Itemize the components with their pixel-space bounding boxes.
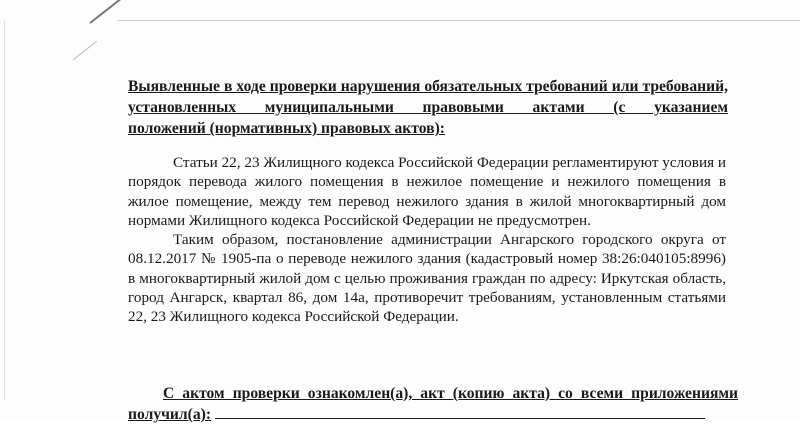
- heading-main: Выявленные в ходе проверки нарушения обязательных требований или требований, установленных муниципальными правовыми актами (с указанием: [128, 78, 728, 116]
- heading-last-line: положений (нормативных) правовых актов):: [128, 120, 445, 137]
- scan-edge-top: [118, 20, 800, 21]
- received-by-line: [128, 404, 738, 425]
- scan-edge-left: [4, 20, 5, 400]
- signature-blank: [215, 404, 705, 419]
- paragraph-2: Таким образом, постановление администрации Ангарского городского округа от 08.12.2017 № 1905-па о переводе нежилого здания (кадастровый номер 38:26:040105:8996) в многоквартирный жилой дом с целью проживания граждан по адресу: Иркутская область, город Ангарск, квартал 86, дом 14а, противоречит требованиям, установленным статьями 22, 23 Жилищного кодекса Российской Федерации.: [128, 231, 726, 326]
- scan-artifact: [73, 41, 97, 60]
- received-by-label: получил(а):: [128, 406, 212, 423]
- acknowledgement-line: С актом проверки ознакомлен(а), акт (копию акта) со всеми приложениями: [163, 385, 738, 402]
- acknowledgement-block: [128, 383, 738, 425]
- section-heading: [128, 76, 728, 139]
- body-text: [128, 153, 726, 327]
- paragraph-1: Статьи 22, 23 Жилищного кодекса Российской Федерации регламентируют условия и порядок перевода жилого помещения в нежилое помещение и нежилого помещения в жилое помещение, между тем перевод нежилого здания в жилой многоквартирный дом нормами Жилищного кодекса Российской Федерации не предусмотрен.: [128, 154, 726, 229]
